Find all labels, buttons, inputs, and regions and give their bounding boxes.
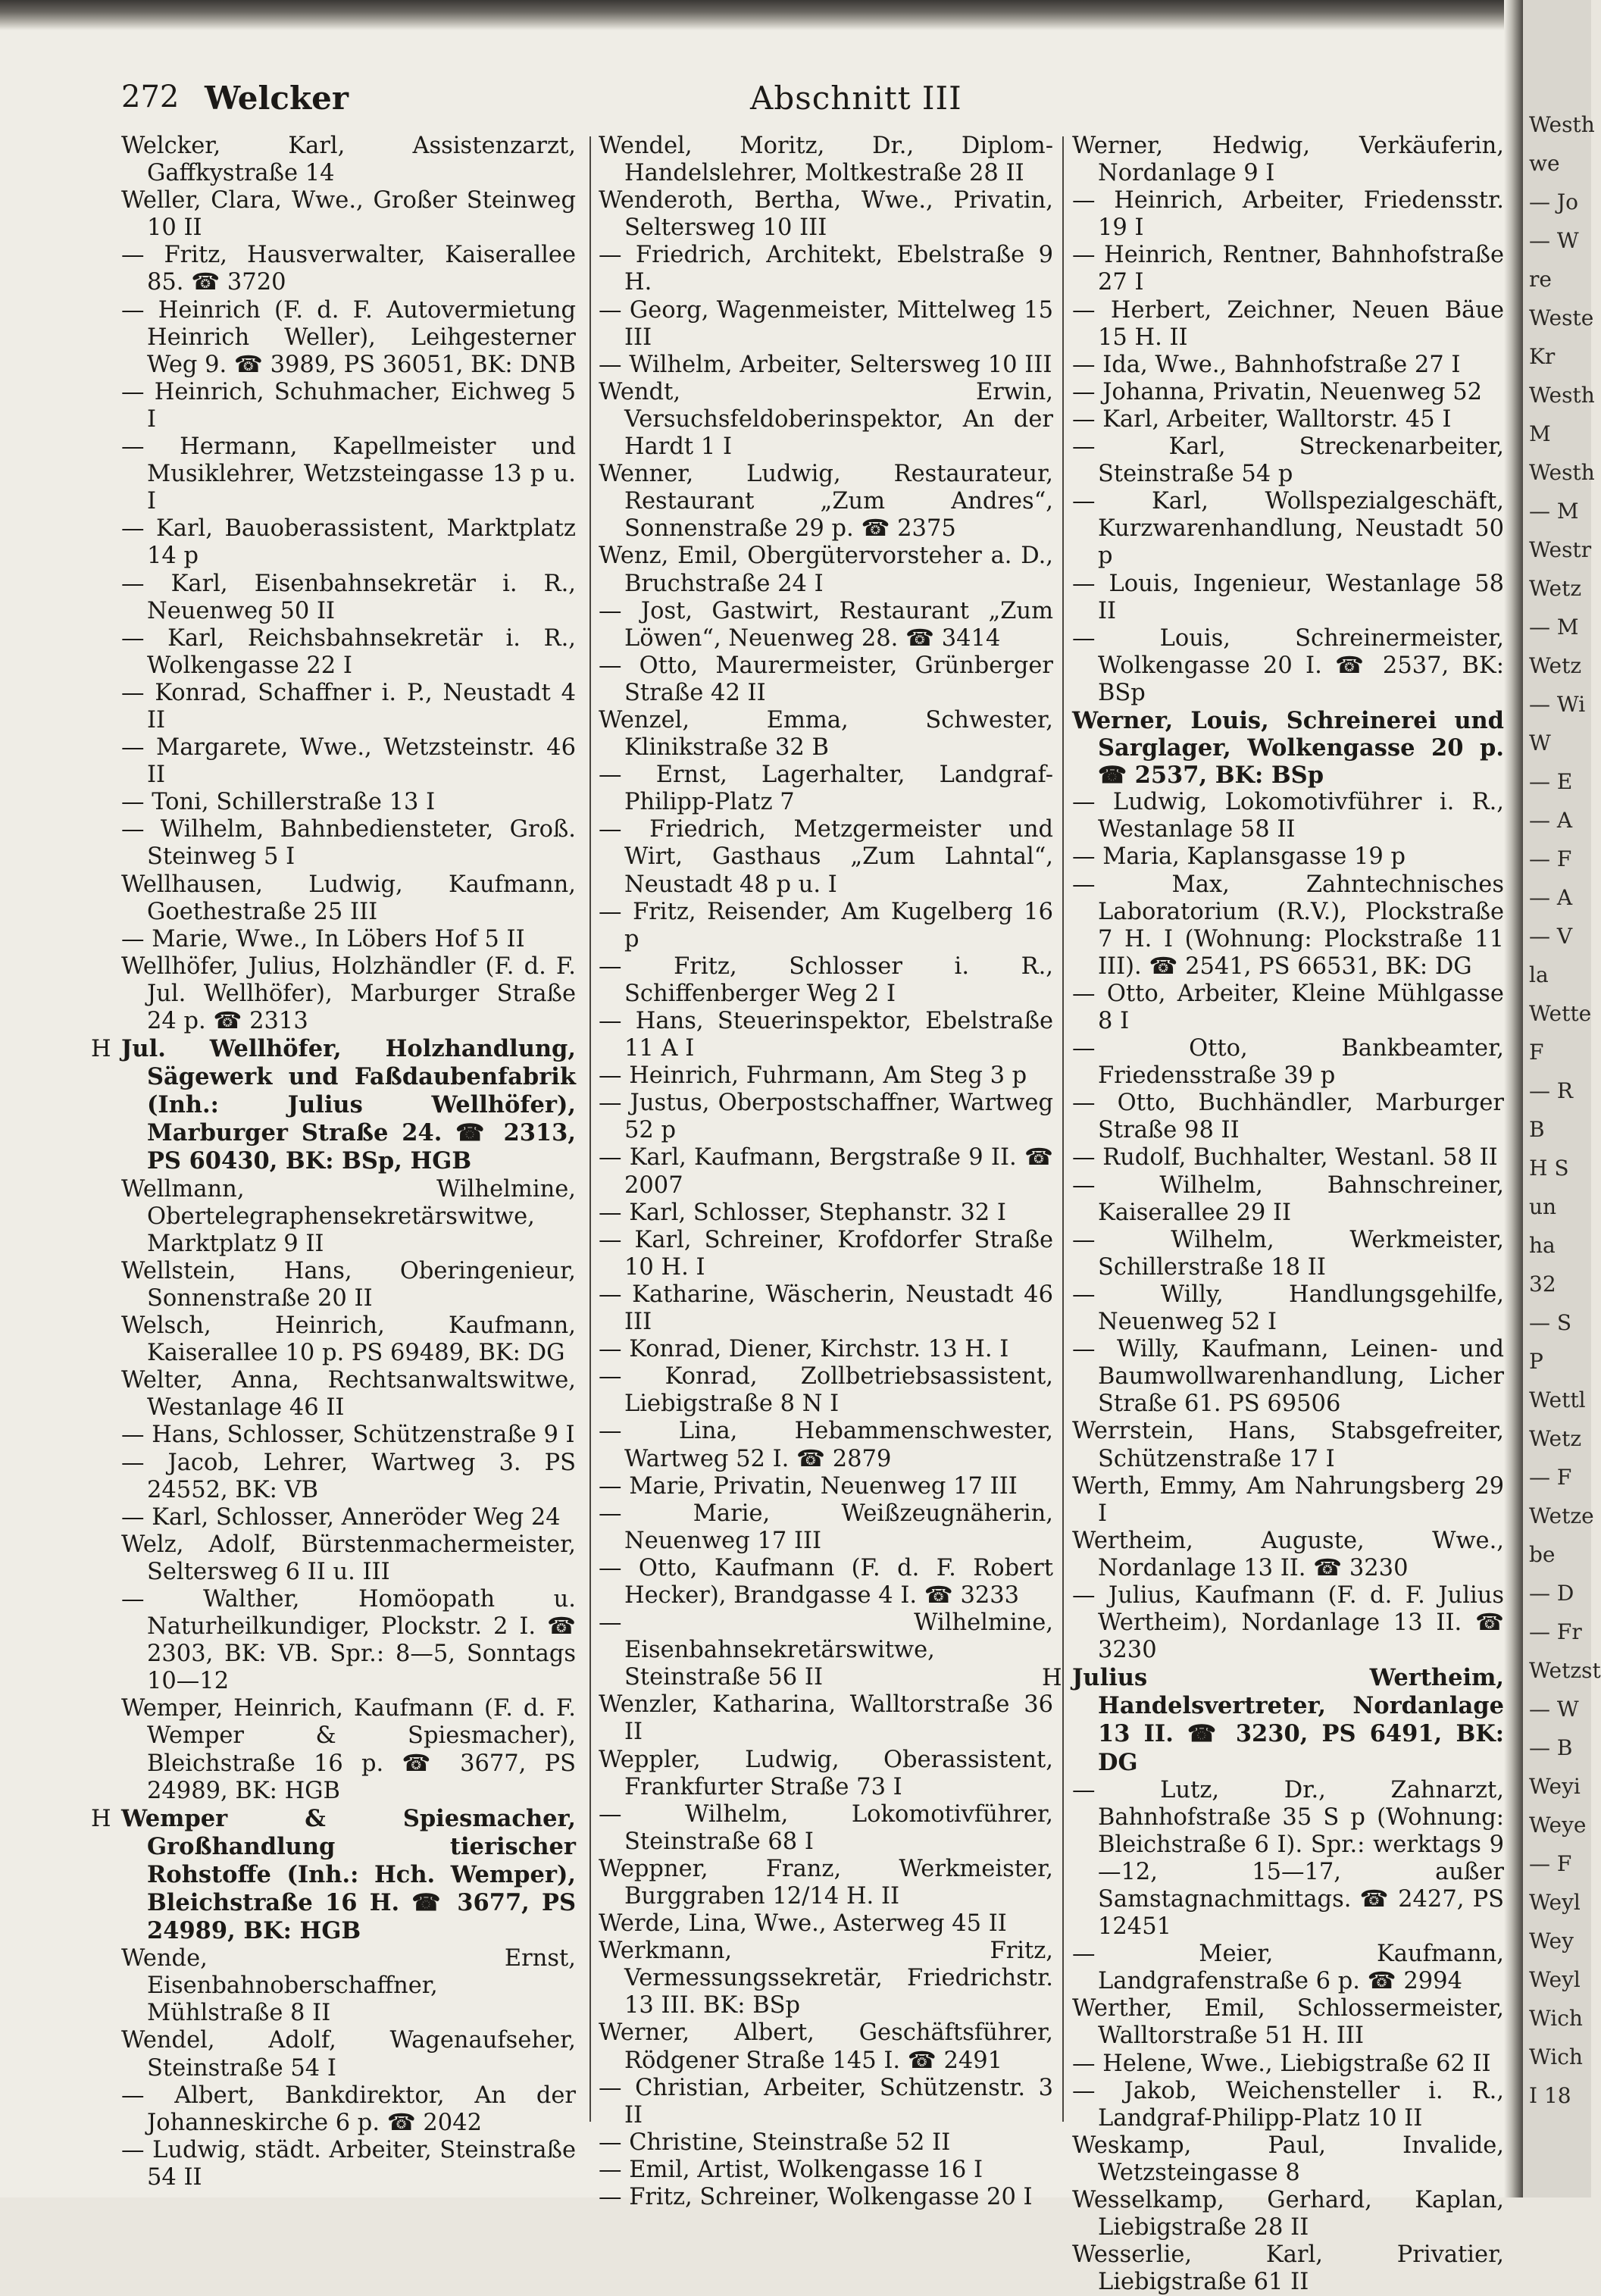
column-1 bbox=[91, 133, 576, 2191]
directory-entry: — Karl, Schreiner, Krofdorfer Straße 10 H. I bbox=[599, 1226, 1053, 1281]
directory-entry: — Wilhelm, Bahnbediensteter, Groß. Steinweg 5 I bbox=[121, 816, 576, 871]
directory-entry: — Heinrich (F. d. F. Autovermietung Heinrich Weller), Leihgesterner Weg 9. ☎ 3989, PS 36051, BK: DNB bbox=[121, 296, 576, 378]
directory-entry: Wenzler, Katharina, Walltorstraße 36 II bbox=[599, 1691, 1053, 1746]
adjacent-page-fragment: be bbox=[1529, 1542, 1556, 1567]
directory-entry: Werner, Louis, Schreinerei und Sarglager, Wolkengasse 20 p. ☎ 2537, BK: BSp bbox=[1072, 706, 1504, 790]
directory-entry: — Friedrich, Architekt, Ebelstraße 9 H. bbox=[599, 242, 1053, 296]
adjacent-page-fragment: — B bbox=[1529, 1735, 1573, 1760]
directory-entry: Werth, Emmy, Am Nahrungsberg 29 I bbox=[1072, 1472, 1504, 1527]
adjacent-page-fragment: F bbox=[1529, 1040, 1544, 1065]
directory-entry: — Ludwig, städt. Arbeiter, Steinstraße 54 II bbox=[121, 2136, 576, 2191]
directory-entry: — Karl, Kaufmann, Bergstraße 9 II. ☎ 2007 bbox=[599, 1144, 1053, 1199]
adjacent-page-fragment: Weste bbox=[1529, 305, 1594, 330]
adjacent-page-fragment: — W bbox=[1529, 228, 1579, 253]
directory-entry: — Heinrich, Rentner, Bahnhofstraße 27 I bbox=[1072, 242, 1504, 296]
adjacent-page-fragment: P bbox=[1529, 1349, 1543, 1374]
directory-entry: Weller, Clara, Wwe., Großer Steinweg 10 II bbox=[121, 187, 576, 242]
directory-entry: — Jost, Gastwirt, Restaurant „Zum Löwen“, Neuenweg 28. ☎ 3414 bbox=[599, 597, 1053, 652]
directory-entry: — Maria, Kaplansgasse 19 p bbox=[1072, 843, 1406, 871]
directory-entry: — Lutz, Dr., Zahnarzt, Bahnhofstraße 35 S p (Wohnung: Bleichstraße 6 I). Spr.: werktags 9—12, 15—17, außer Samstagnachmittags. ☎ 2427, PS 12451 bbox=[1072, 1776, 1504, 1941]
adjacent-page-fragment: — V bbox=[1529, 924, 1573, 949]
directory-entry: H Wemper & Spiesmacher, Großhandlung tierischer Rohstoffe (Inh.: Hch. Wemper), Bleichstraße 16 H. ☎ 3677, PS 24989, BK: HGB bbox=[91, 1804, 576, 1945]
directory-entry: Werner, Albert, Geschäftsführer, Rödgener Straße 145 I. ☎ 2491 bbox=[599, 2019, 1053, 2074]
directory-entry: — Fritz, Schlosser i. R., Schiffenberger Weg 2 I bbox=[599, 952, 1053, 1007]
adjacent-page-fragment: we bbox=[1529, 151, 1560, 176]
directory-entry: — Justus, Oberpostschaffner, Wartweg 52 p bbox=[599, 1090, 1053, 1144]
directory-entry: — Otto, Buchhändler, Marburger Straße 98 II bbox=[1072, 1090, 1504, 1144]
adjacent-page-fragment: Wich bbox=[1529, 2006, 1583, 2031]
page-header bbox=[121, 80, 1485, 125]
directory-entry: — Otto, Arbeiter, Kleine Mühlgasse 8 I bbox=[1072, 980, 1504, 1034]
adjacent-page-fragment: — F bbox=[1529, 1851, 1572, 1876]
adjacent-page-fragment: H S bbox=[1529, 1156, 1569, 1181]
adjacent-page-fragment: 32 bbox=[1529, 1272, 1556, 1297]
adjacent-page-fragment: Weyl bbox=[1529, 1890, 1581, 1915]
column-3 bbox=[1042, 133, 1504, 2296]
directory-entry: Welter, Anna, Rechtsanwaltswitwe, Westanlage 46 II bbox=[121, 1367, 576, 1422]
directory-entry: — Heinrich, Arbeiter, Friedensstr. 19 I bbox=[1072, 187, 1504, 242]
trade-marker: H bbox=[1042, 1665, 1062, 1692]
adjacent-page-fragment: — W bbox=[1529, 1697, 1579, 1722]
directory-entry: — Konrad, Schaffner i. P., Neustadt 4 II bbox=[121, 679, 576, 734]
adjacent-page-fragment: — M bbox=[1529, 499, 1579, 524]
directory-entry: — Fritz, Reisender, Am Kugelberg 16 p bbox=[599, 898, 1053, 952]
adjacent-page-fragment: Weye bbox=[1529, 1813, 1587, 1838]
adjacent-page-fragment: M bbox=[1529, 421, 1551, 446]
directory-entry: — Wilhelm, Arbeiter, Seltersweg 10 III bbox=[599, 351, 1052, 378]
directory-entry: — Toni, Schillerstraße 13 I bbox=[121, 789, 436, 816]
adjacent-page-fragment: Westh bbox=[1529, 112, 1595, 137]
column-divider bbox=[589, 136, 591, 2122]
directory-entry: Wendel, Adolf, Wagenaufseher, Steinstraße 54 I bbox=[121, 2027, 576, 2082]
adjacent-page-fragment: Wetze bbox=[1529, 1503, 1594, 1528]
directory-entry: — Katharine, Wäscherin, Neustadt 46 III bbox=[599, 1281, 1053, 1336]
adjacent-page-fragment: Wetz bbox=[1529, 576, 1582, 601]
directory-entry: — Margarete, Wwe., Wetzsteinstr. 46 II bbox=[121, 734, 576, 789]
adjacent-page-edge bbox=[1523, 0, 1601, 2197]
directory-entry: — Herbert, Zeichner, Neuen Bäue 15 H. II bbox=[1072, 296, 1504, 351]
directory-entry: Wesselkamp, Gerhard, Kaplan, Liebigstraße 28 II bbox=[1072, 2187, 1504, 2241]
adjacent-page-fragment: un bbox=[1529, 1194, 1557, 1219]
adjacent-page-fragment: — M bbox=[1529, 615, 1579, 640]
directory-entry: — Heinrich, Fuhrmann, Am Steg 3 p bbox=[599, 1062, 1027, 1090]
directory-entry: — Ludwig, Lokomotivführer i. R., Westanlage 58 II bbox=[1072, 789, 1504, 843]
adjacent-page-fragment: — F bbox=[1529, 1465, 1572, 1490]
directory-entry: — Heinrich, Schuhmacher, Eichweg 5 I bbox=[121, 378, 576, 433]
directory-entry: H Jul. Wellhöfer, Holzhandlung, Sägewerk und Faßdaubenfabrik (Inh.: Julius Wellhöfer), Marburger Straße 24. ☎ 2313, PS 60430, BK: BSp, HGB bbox=[91, 1035, 576, 1175]
directory-entry: — Konrad, Diener, Kirchstr. 13 H. I bbox=[599, 1336, 1009, 1363]
adjacent-page-fragment: I 18 bbox=[1529, 2083, 1571, 2108]
adjacent-page-fragment: Wetz bbox=[1529, 653, 1582, 678]
directory-entry: — Wilhelmine, Eisenbahnsekretärswitwe, Steinstraße 56 II bbox=[599, 1609, 1053, 1691]
directory-entry: — Julius, Kaufmann (F. d. F. Julius Wertheim), Nordanlage 13 II. ☎ 3230 bbox=[1072, 1581, 1504, 1664]
directory-entry: — Fritz, Hausverwalter, Kaiserallee 85. ☎ 3720 bbox=[121, 242, 576, 296]
directory-entry: — Karl, Streckenarbeiter, Steinstraße 54 p bbox=[1072, 433, 1504, 488]
adjacent-page-fragment: — Fr bbox=[1529, 1619, 1582, 1644]
adjacent-page-fragment: Kr bbox=[1529, 344, 1556, 369]
directory-entry: Wellstein, Hans, Oberingenieur, Sonnenstraße 20 II bbox=[121, 1257, 576, 1312]
directory-entry: Welcker, Karl, Assistenzarzt, Gaffkystraße 14 bbox=[121, 133, 576, 187]
directory-entry: Wendt, Erwin, Versuchsfeldoberinspektor, An der Hardt 1 I bbox=[599, 378, 1053, 461]
directory-entry: Werrstein, Hans, Stabsgefreiter, Schützenstraße 17 I bbox=[1072, 1418, 1504, 1472]
directory-entry: Wenner, Ludwig, Restaurateur, Restaurant „Zum Andres“, Sonnenstraße 29 p. ☎ 2375 bbox=[599, 461, 1053, 543]
directory-entry: — Otto, Kaufmann (F. d. F. Robert Hecker), Brandgasse 4 I. ☎ 3233 bbox=[599, 1554, 1053, 1609]
adjacent-page-fragment: — D bbox=[1529, 1581, 1574, 1606]
directory-entry: — Wilhelm, Bahnschreiner, Kaiserallee 29 II bbox=[1072, 1171, 1504, 1226]
directory-entry: — Helene, Wwe., Liebigstraße 62 II bbox=[1072, 2050, 1491, 2077]
page-top-shadow bbox=[0, 0, 1523, 30]
directory-entry: — Willy, Handlungsgehilfe, Neuenweg 52 I bbox=[1072, 1281, 1504, 1336]
section-title: Abschnitt III bbox=[750, 80, 962, 117]
adjacent-page-fragment: Wette bbox=[1529, 1001, 1592, 1026]
directory-entry: — Georg, Wagenmeister, Mittelweg 15 III bbox=[599, 296, 1053, 351]
directory-entry: — Otto, Bankbeamter, Friedensstraße 39 p bbox=[1072, 1035, 1504, 1090]
directory-entry: — Albert, Bankdirektor, An der Johanneskirche 6 p. ☎ 2042 bbox=[121, 2082, 576, 2136]
directory-entry: — Christian, Arbeiter, Schützenstr. 3 II bbox=[599, 2074, 1053, 2129]
column-divider bbox=[1062, 136, 1064, 2122]
directory-entry: Weppner, Franz, Werkmeister, Burggraben 12/14 H. II bbox=[599, 1855, 1053, 1910]
directory-entry: Werther, Emil, Schlossermeister, Walltorstraße 51 H. III bbox=[1072, 1995, 1504, 2050]
adjacent-page-fragment: Wetz bbox=[1529, 1426, 1582, 1451]
trade-marker: H bbox=[91, 1036, 111, 1063]
directory-entry: Wellhausen, Ludwig, Kaufmann, Goethestraße 25 III bbox=[121, 871, 576, 925]
adjacent-page-fragment: Wich bbox=[1529, 2044, 1583, 2069]
page-number: 272 bbox=[121, 80, 180, 114]
directory-entry: — Louis, Ingenieur, Westanlage 58 II bbox=[1072, 570, 1504, 624]
directory-entry: Weppler, Ludwig, Oberassistent, Frankfurter Straße 73 I bbox=[599, 1746, 1053, 1800]
trade-marker: H bbox=[91, 1805, 111, 1832]
adjacent-page-fragment: Weyi bbox=[1529, 1774, 1581, 1799]
directory-entry: Werkmann, Fritz, Vermessungssekretär, Friedrichstr. 13 III. BK: BSp bbox=[599, 1938, 1053, 2019]
directory-entry: — Hans, Steuerinspektor, Ebelstraße 11 A I bbox=[599, 1008, 1053, 1062]
directory-entry: Wende, Ernst, Eisenbahnoberschaffner, Mühlstraße 8 II bbox=[121, 1945, 576, 2027]
directory-entry: — Karl, Reichsbahnsekretär i. R., Wolkengasse 22 I bbox=[121, 624, 576, 679]
directory-entry: — Fritz, Schreiner, Wolkengasse 20 I bbox=[599, 2184, 1033, 2211]
directory-entry: — Ernst, Lagerhalter, Landgraf-Philipp-Platz 7 bbox=[599, 762, 1053, 816]
directory-entry: Wesserlie, Karl, Privatier, Liebigstraße 61 II bbox=[1072, 2241, 1504, 2296]
adjacent-page-fragment: — A bbox=[1529, 808, 1573, 833]
directory-entry: — Johanna, Privatin, Neuenweg 52 bbox=[1072, 378, 1483, 405]
directory-entry: — Willy, Kaufmann, Leinen- und Baumwollwarenhandlung, Licher Straße 61. PS 69506 bbox=[1072, 1336, 1504, 1418]
directory-entry: — Marie, Wwe., In Löbers Hof 5 II bbox=[121, 925, 525, 952]
directory-entry: — Jakob, Weichensteller i. R., Landgraf-Philipp-Platz 10 II bbox=[1072, 2077, 1504, 2132]
directory-entry: Welsch, Heinrich, Kaufmann, Kaiserallee 10 p. PS 69489, BK: DG bbox=[121, 1312, 576, 1367]
adjacent-page-fragment: la bbox=[1529, 962, 1549, 987]
adjacent-page-fragment: Wetzst bbox=[1529, 1658, 1601, 1683]
directory-entry: Wertheim, Auguste, Wwe., Nordanlage 13 II. ☎ 3230 bbox=[1072, 1527, 1504, 1581]
directory-entry: — Lina, Hebammenschwester, Wartweg 52 I. ☎ 2879 bbox=[599, 1418, 1053, 1472]
adjacent-page-fragment: — S bbox=[1529, 1310, 1572, 1335]
column-2 bbox=[599, 133, 1053, 2211]
directory-entry: Werde, Lina, Wwe., Asterweg 45 II bbox=[599, 1910, 1007, 1938]
directory-entry: — Meier, Kaufmann, Landgrafenstraße 6 p. ☎ 2994 bbox=[1072, 1941, 1504, 1995]
directory-entry: Wenzel, Emma, Schwester, Klinikstraße 32 B bbox=[599, 706, 1053, 762]
directory-entry: H Julius Wertheim, Handelsvertreter, Nordanlage 13 II. ☎ 3230, PS 6491, BK: DG bbox=[1042, 1664, 1504, 1776]
adjacent-page-fragment: — R bbox=[1529, 1078, 1573, 1103]
directory-entry: Weskamp, Paul, Invalide, Wetzsteingasse 8 bbox=[1072, 2132, 1504, 2186]
directory-entry: — Emil, Artist, Wolkengasse 16 I bbox=[599, 2156, 983, 2183]
directory-entry: — Wilhelm, Lokomotivführer, Steinstraße 68 I bbox=[599, 1800, 1053, 1855]
directory-entry: Wenderoth, Bertha, Wwe., Privatin, Seltersweg 10 III bbox=[599, 187, 1053, 242]
adjacent-page-fragment: Westh bbox=[1529, 460, 1595, 485]
adjacent-page-fragment: Weyl bbox=[1529, 1967, 1581, 1992]
directory-entry: — Karl, Bauoberassistent, Marktplatz 14 p bbox=[121, 515, 576, 570]
adjacent-page-fragment: ha bbox=[1529, 1233, 1556, 1258]
directory-entry: — Marie, Privatin, Neuenweg 17 III bbox=[599, 1472, 1018, 1500]
directory-entry: — Max, Zahntechnisches Laboratorium (R.V.), Plockstraße 7 H. I (Wohnung: Plockstraße 11 III). ☎ 2541, PS 66531, BK: DG bbox=[1072, 871, 1504, 980]
adjacent-page-fragment: Wey bbox=[1529, 1928, 1574, 1953]
directory-entry: Wemper, Heinrich, Kaufmann (F. d. F. Wemper & Spiesmacher), Bleichstraße 16 p. ☎ 3677, PS 24989, BK: HGB bbox=[121, 1695, 576, 1804]
directory-entry: Wenz, Emil, Obergütervorsteher a. D., Bruchstraße 24 I bbox=[599, 543, 1053, 597]
book-gutter bbox=[1504, 0, 1523, 2197]
directory-entry: — Ida, Wwe., Bahnhofstraße 27 I bbox=[1072, 351, 1461, 378]
directory-entry: — Christine, Steinstraße 52 II bbox=[599, 2129, 951, 2156]
directory-entry: — Karl, Wollspezialgeschäft, Kurzwarenhandlung, Neustadt 50 p bbox=[1072, 488, 1504, 570]
adjacent-page-fragment: — Wi bbox=[1529, 692, 1586, 717]
directory-entry: — Louis, Schreinermeister, Wolkengasse 20 I. ☎ 2537, BK: BSp bbox=[1072, 624, 1504, 706]
directory-entry: — Karl, Arbeiter, Walltorstr. 45 I bbox=[1072, 405, 1452, 433]
running-head: Welcker bbox=[205, 80, 349, 117]
adjacent-page-fragment: Westr bbox=[1529, 537, 1592, 562]
directory-entry: Wellmann, Wilhelmine, Obertelegraphensekretärswitwe, Marktplatz 9 II bbox=[121, 1175, 576, 1257]
directory-entry: Welz, Adolf, Bürstenmachermeister, Seltersweg 6 II u. III bbox=[121, 1531, 576, 1585]
adjacent-page-fragment: — E bbox=[1529, 769, 1573, 794]
directory-entry: — Karl, Schlosser, Stephanstr. 32 I bbox=[599, 1199, 1006, 1226]
adjacent-page-fragment: — A bbox=[1529, 885, 1573, 910]
directory-entry: — Friedrich, Metzgermeister und Wirt, Gasthaus „Zum Lahntal“, Neustadt 48 p u. I bbox=[599, 816, 1053, 898]
adjacent-page-fragment: W bbox=[1529, 730, 1551, 755]
directory-entry: — Hermann, Kapellmeister und Musiklehrer, Wetzsteingasse 13 p u. I bbox=[121, 433, 576, 515]
directory-entry: — Hans, Schlosser, Schützenstraße 9 I bbox=[121, 1422, 575, 1449]
directory-entry: — Otto, Maurermeister, Grünberger Straße 42 II bbox=[599, 652, 1053, 706]
directory-entry: — Karl, Eisenbahnsekretär i. R., Neuenweg 50 II bbox=[121, 570, 576, 624]
adjacent-page-fragment: — Jo bbox=[1529, 189, 1578, 214]
directory-entry: — Wilhelm, Werkmeister, Schillerstraße 18 II bbox=[1072, 1226, 1504, 1281]
adjacent-page-fragment: Wettl bbox=[1529, 1387, 1586, 1412]
directory-entry: Wellhöfer, Julius, Holzhändler (F. d. F. Jul. Wellhöfer), Marburger Straße 24 p. ☎ 2313 bbox=[121, 952, 576, 1034]
directory-entry: — Walther, Homöopath u. Naturheilkundiger, Plockstr. 2 I. ☎ 2303, BK: VB. Spr.: 8—5, Sonntags 10—12 bbox=[121, 1585, 576, 1695]
adjacent-page-fragment: — F bbox=[1529, 846, 1572, 871]
directory-entry: — Konrad, Zollbetriebsassistent, Liebigstraße 8 N I bbox=[599, 1363, 1053, 1418]
directory-entry: Wendel, Moritz, Dr., Diplom-Handelslehrer, Moltkestraße 28 II bbox=[599, 133, 1053, 187]
directory-entry: — Jacob, Lehrer, Wartweg 3. PS 24552, BK: VB bbox=[121, 1449, 576, 1503]
directory-entry: — Marie, Weißzeugnäherin, Neuenweg 17 III bbox=[599, 1500, 1053, 1554]
adjacent-page-fragment: re bbox=[1529, 267, 1552, 292]
directory-entry: — Rudolf, Buchhalter, Westanl. 58 II bbox=[1072, 1144, 1498, 1171]
directory-entry: — Karl, Schlosser, Anneröder Weg 24 bbox=[121, 1503, 561, 1531]
adjacent-page-fragment: B bbox=[1529, 1117, 1545, 1142]
adjacent-page-fragment: Westh bbox=[1529, 383, 1595, 408]
directory-entry: Werner, Hedwig, Verkäuferin, Nordanlage 9 I bbox=[1072, 133, 1504, 187]
